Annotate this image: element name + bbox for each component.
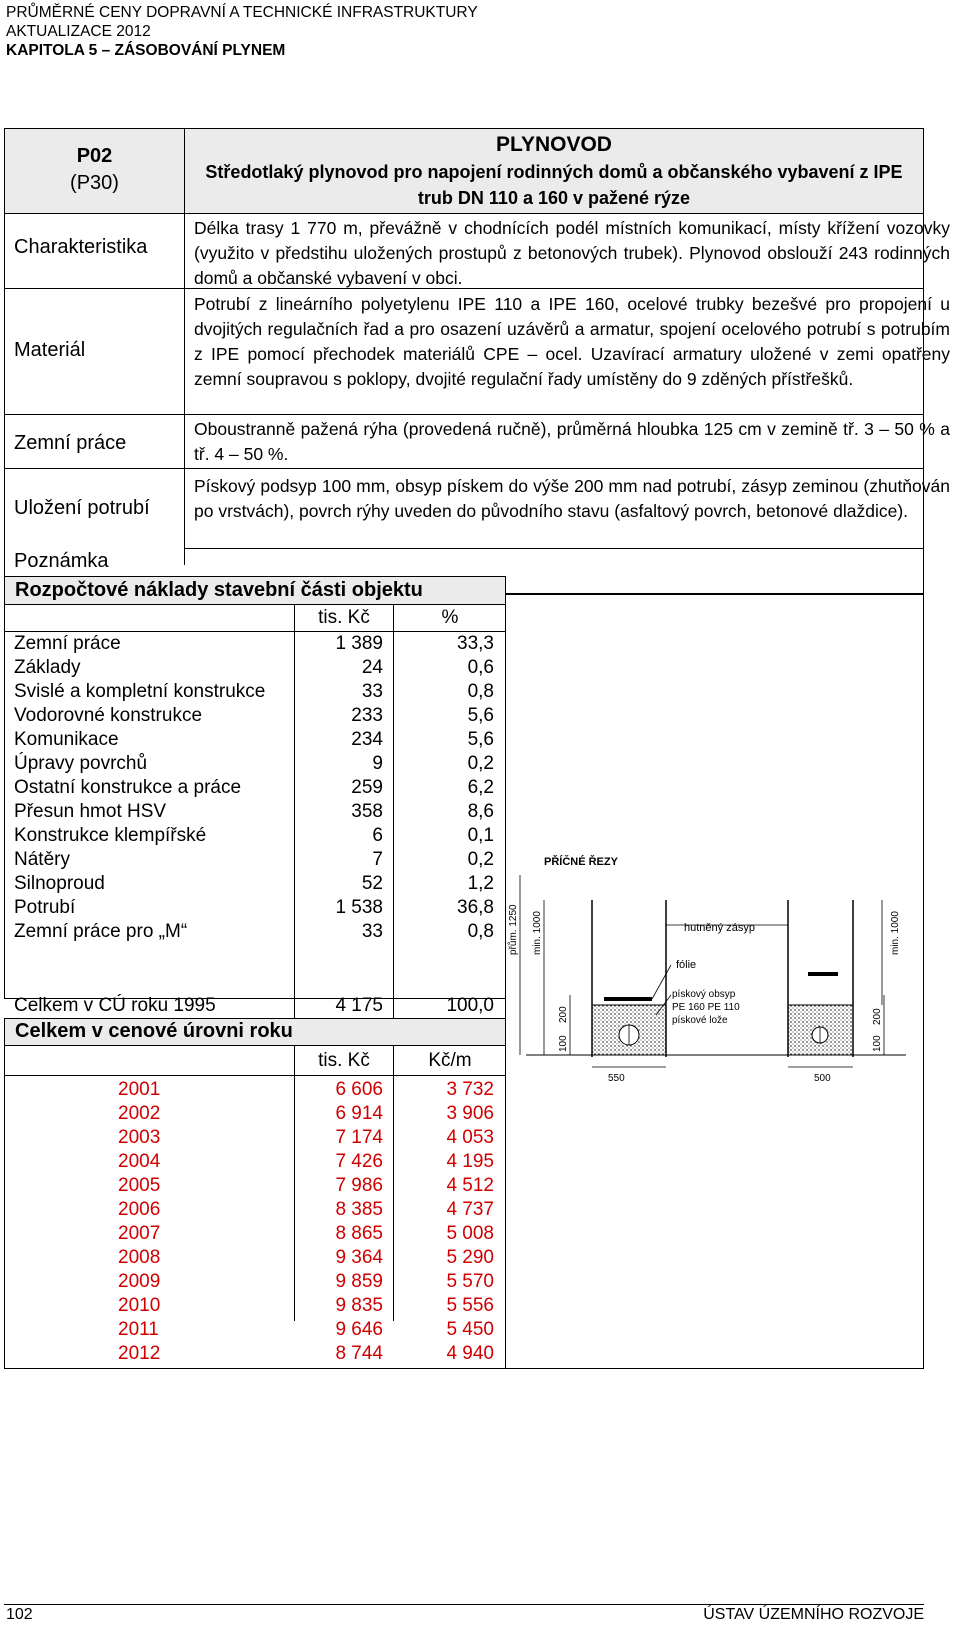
price-value: 7 986 [335, 1175, 383, 1196]
price-col-tis: tis. Kč [318, 1050, 370, 1071]
price-per-m: 5 450 [446, 1319, 494, 1340]
budget-item-name: Úpravy povrchů [14, 753, 148, 774]
budget-item-value: 1 538 [335, 897, 383, 918]
row-line [184, 548, 924, 549]
price-value: 8 385 [335, 1199, 383, 1220]
price-per-m: 4 195 [446, 1151, 494, 1172]
card-subtitle: Středotlaký plynovod pro napojení rodinných domů a občanského vybavení z IPE trub DN 110 a 160 v pažené rýze [205, 162, 903, 208]
price-value: 8 744 [335, 1343, 383, 1364]
footer-org: ÚSTAV ÚZEMNÍHO ROZVOJE [703, 1606, 924, 1623]
budget-item-pct: 1,2 [467, 873, 494, 894]
price-title: Celkem v cenové úrovni roku [15, 1020, 293, 1042]
budget-item-value: 233 [351, 705, 383, 726]
dim-width-left: 550 [608, 1073, 625, 1084]
price-year: 2001 [118, 1079, 161, 1100]
budget-item-value: 33 [361, 681, 383, 702]
budget-item-name: Konstrukce klempířské [14, 825, 207, 846]
price-per-m: 4 512 [446, 1175, 494, 1196]
card-subcode: (P30) [70, 172, 119, 194]
price-value: 8 865 [335, 1223, 383, 1244]
budget-item-pct: 6,2 [467, 777, 494, 798]
price-year: 2006 [118, 1199, 161, 1220]
label-earthworks: Zemní práce [14, 432, 127, 454]
cross-section-drawing [506, 845, 923, 1105]
title-cell [184, 128, 924, 214]
price-value: 9 835 [335, 1295, 383, 1316]
budget-item-name: Základy [14, 657, 81, 678]
budget-item-pct: 0,1 [467, 825, 494, 846]
price-per-m: 5 570 [446, 1271, 494, 1292]
budget-col-pct: % [441, 607, 459, 628]
budget-item-name: Komunikace [14, 729, 119, 750]
code-cell [4, 128, 185, 214]
price-year: 2007 [118, 1223, 161, 1244]
label-pipe: PE 160 PE 110 [672, 1002, 740, 1013]
budget-item-value: 234 [351, 729, 383, 750]
budget-title: Rozpočtové náklady stavební části objektu [15, 579, 423, 601]
price-value: 6 914 [335, 1103, 383, 1124]
budget-item-value: 24 [361, 657, 383, 678]
budget-item-name: Silnoproud [14, 873, 105, 894]
budget-item-pct: 8,6 [467, 801, 494, 822]
row-line [4, 1075, 506, 1076]
label-foil: fólie [676, 959, 697, 971]
label-sand: pískový obsyp [672, 989, 736, 1000]
price-year: 2008 [118, 1247, 161, 1268]
price-per-m: 5 290 [446, 1247, 494, 1268]
right-trench [788, 900, 853, 1057]
price-year: 2004 [118, 1151, 161, 1172]
dim-width-right: 500 [814, 1073, 831, 1084]
label-note: Poznámka [14, 550, 109, 572]
budget-item-name: Zemní práce pro „M“ [14, 921, 188, 942]
price-per-m: 5 008 [446, 1223, 494, 1244]
budget-item-name: Potrubí [14, 897, 76, 918]
budget-total-pct: 100,0 [446, 995, 494, 1016]
text-characteristics: Délka trasy 1 770 m, převážně v chodnících podél místních komunikací, místy křížení vozovky (využito v předstihu uložených prostupů z betonových trubek). Plynovod obslouží 243 rodinných domů a občanské vybavení v obci. [194, 218, 950, 288]
budget-title-row [4, 576, 506, 605]
price-year: 2005 [118, 1175, 161, 1196]
price-per-m: 3 732 [446, 1079, 494, 1100]
budget-item-pct: 0,8 [467, 681, 494, 702]
price-year: 2012 [118, 1343, 161, 1364]
budget-item-value: 6 [372, 825, 383, 846]
label-divider [184, 214, 185, 565]
row-line [4, 468, 924, 469]
budget-item-name: Ostatní konstrukce a práce [14, 777, 242, 798]
price-value: 9 859 [335, 1271, 383, 1292]
price-title-row [4, 1018, 506, 1046]
budget-col-tis: tis. Kč [318, 607, 370, 628]
text-earthworks: Oboustranně pažená rýha (provedená ručně), průměrná hloubka 125 cm v zemině tř. 3 – 50 % a tř. 4 – 50 %. [194, 419, 950, 464]
budget-item-name: Vodorovné konstrukce [14, 705, 203, 726]
row-line [4, 414, 924, 415]
dim-200-right: 200 [872, 1008, 883, 1025]
budget-item-pct: 36,8 [457, 897, 494, 918]
dim-depth-min-right: min. 1000 [890, 911, 901, 955]
text-material: Potrubí z lineárního polyetylenu IPE 110 a IPE 160, ocelové trubky bezešvé pro propojení u dvojitých regulačních řad a pro osazení uzávěrů a armatur, spojení ocelového potrubí s potrubím z IPE pomocí přechodek materiálů CPE – ocel. Uzavírací armatury uložené v zemi opatřeny zemní soupravou s poklopy, dvojité regulační řady umístěny do 9 zděných přístřešků. [194, 294, 950, 389]
budget-item-value: 358 [351, 801, 383, 822]
price-year: 2010 [118, 1295, 161, 1316]
header-line-2: AKTUALIZACE 2012 [6, 23, 151, 40]
label-pipe-laying: Uložení potrubí [14, 497, 150, 519]
header-line-1: PRŮMĚRNÉ CENY DOPRAVNÍ A TECHNICKÉ INFRASTRUKTURY [6, 4, 478, 21]
dim-depth-total: přům. 1250 [508, 904, 519, 955]
price-col-perm: Kč/m [428, 1050, 472, 1071]
price-per-m: 4 737 [446, 1199, 494, 1220]
budget-total-value: 4 175 [335, 995, 383, 1016]
price-per-m: 3 906 [446, 1103, 494, 1124]
price-per-m: 4 053 [446, 1127, 494, 1148]
drawing-title: PŘÍČNÉ ŘEZY [544, 856, 618, 868]
price-per-m: 5 556 [446, 1295, 494, 1316]
label-bed: pískové lože [672, 1015, 728, 1026]
budget-item-pct: 0,2 [467, 849, 494, 870]
budget-item-name: Zemní práce [14, 633, 121, 654]
price-year: 2003 [118, 1127, 161, 1148]
text-pipe-laying: Pískový podsyp 100 mm, obsyp pískem do výše 200 mm nad potrubí, zásyp zeminou (zhutňován po vrstvách), povrch rýhy uveden do původního stavu (asfaltový povrch, betonové dlaždice). [194, 476, 950, 521]
label-material: Materiál [14, 339, 86, 361]
budget-item-pct: 33,3 [457, 633, 494, 654]
budget-item-pct: 5,6 [467, 705, 494, 726]
budget-item-pct: 5,6 [467, 729, 494, 750]
price-year: 2009 [118, 1271, 161, 1292]
label-characteristics: Charakteristika [14, 236, 148, 258]
budget-item-pct: 0,2 [467, 753, 494, 774]
price-value: 7 426 [335, 1151, 383, 1172]
dim-100-left: 100 [558, 1035, 569, 1052]
page-number: 102 [6, 1606, 33, 1623]
label-backfill: hutněný zásyp [684, 922, 755, 934]
budget-item-name: Nátěry [14, 849, 70, 870]
budget-item-value: 7 [372, 849, 383, 870]
price-value: 9 646 [335, 1319, 383, 1340]
left-trench [592, 900, 666, 1057]
price-value: 9 364 [335, 1247, 383, 1268]
dim-200-left: 200 [558, 1006, 569, 1023]
price-year: 2011 [118, 1319, 159, 1340]
budget-item-pct: 0,8 [467, 921, 494, 942]
card-code: P02 [76, 145, 113, 167]
budget-item-value: 52 [361, 873, 383, 894]
footer-rule [4, 1604, 924, 1605]
price-year: 2002 [118, 1103, 161, 1124]
budget-item-value: 9 [372, 753, 383, 774]
price-per-m: 4 940 [446, 1343, 494, 1364]
budget-item-pct: 0,6 [467, 657, 494, 678]
header-chapter: KAPITOLA 5 – ZÁSOBOVÁNÍ PLYNEM [6, 42, 286, 59]
budget-item-name: Přesun hmot HSV [14, 801, 167, 822]
budget-item-value: 33 [361, 921, 383, 942]
dim-depth-min-left: min. 1000 [532, 911, 543, 955]
dim-100-right: 100 [872, 1035, 883, 1052]
budget-item-value: 1 389 [335, 633, 383, 654]
price-value: 6 606 [335, 1079, 383, 1100]
budget-item-value: 259 [351, 777, 383, 798]
budget-total-name: Celkem v CÚ roku 1995 [14, 995, 216, 1016]
card-title: PLYNOVOD [496, 133, 612, 156]
budget-item-name: Svislé a kompletní konstrukce [14, 681, 266, 702]
price-value: 7 174 [335, 1127, 383, 1148]
